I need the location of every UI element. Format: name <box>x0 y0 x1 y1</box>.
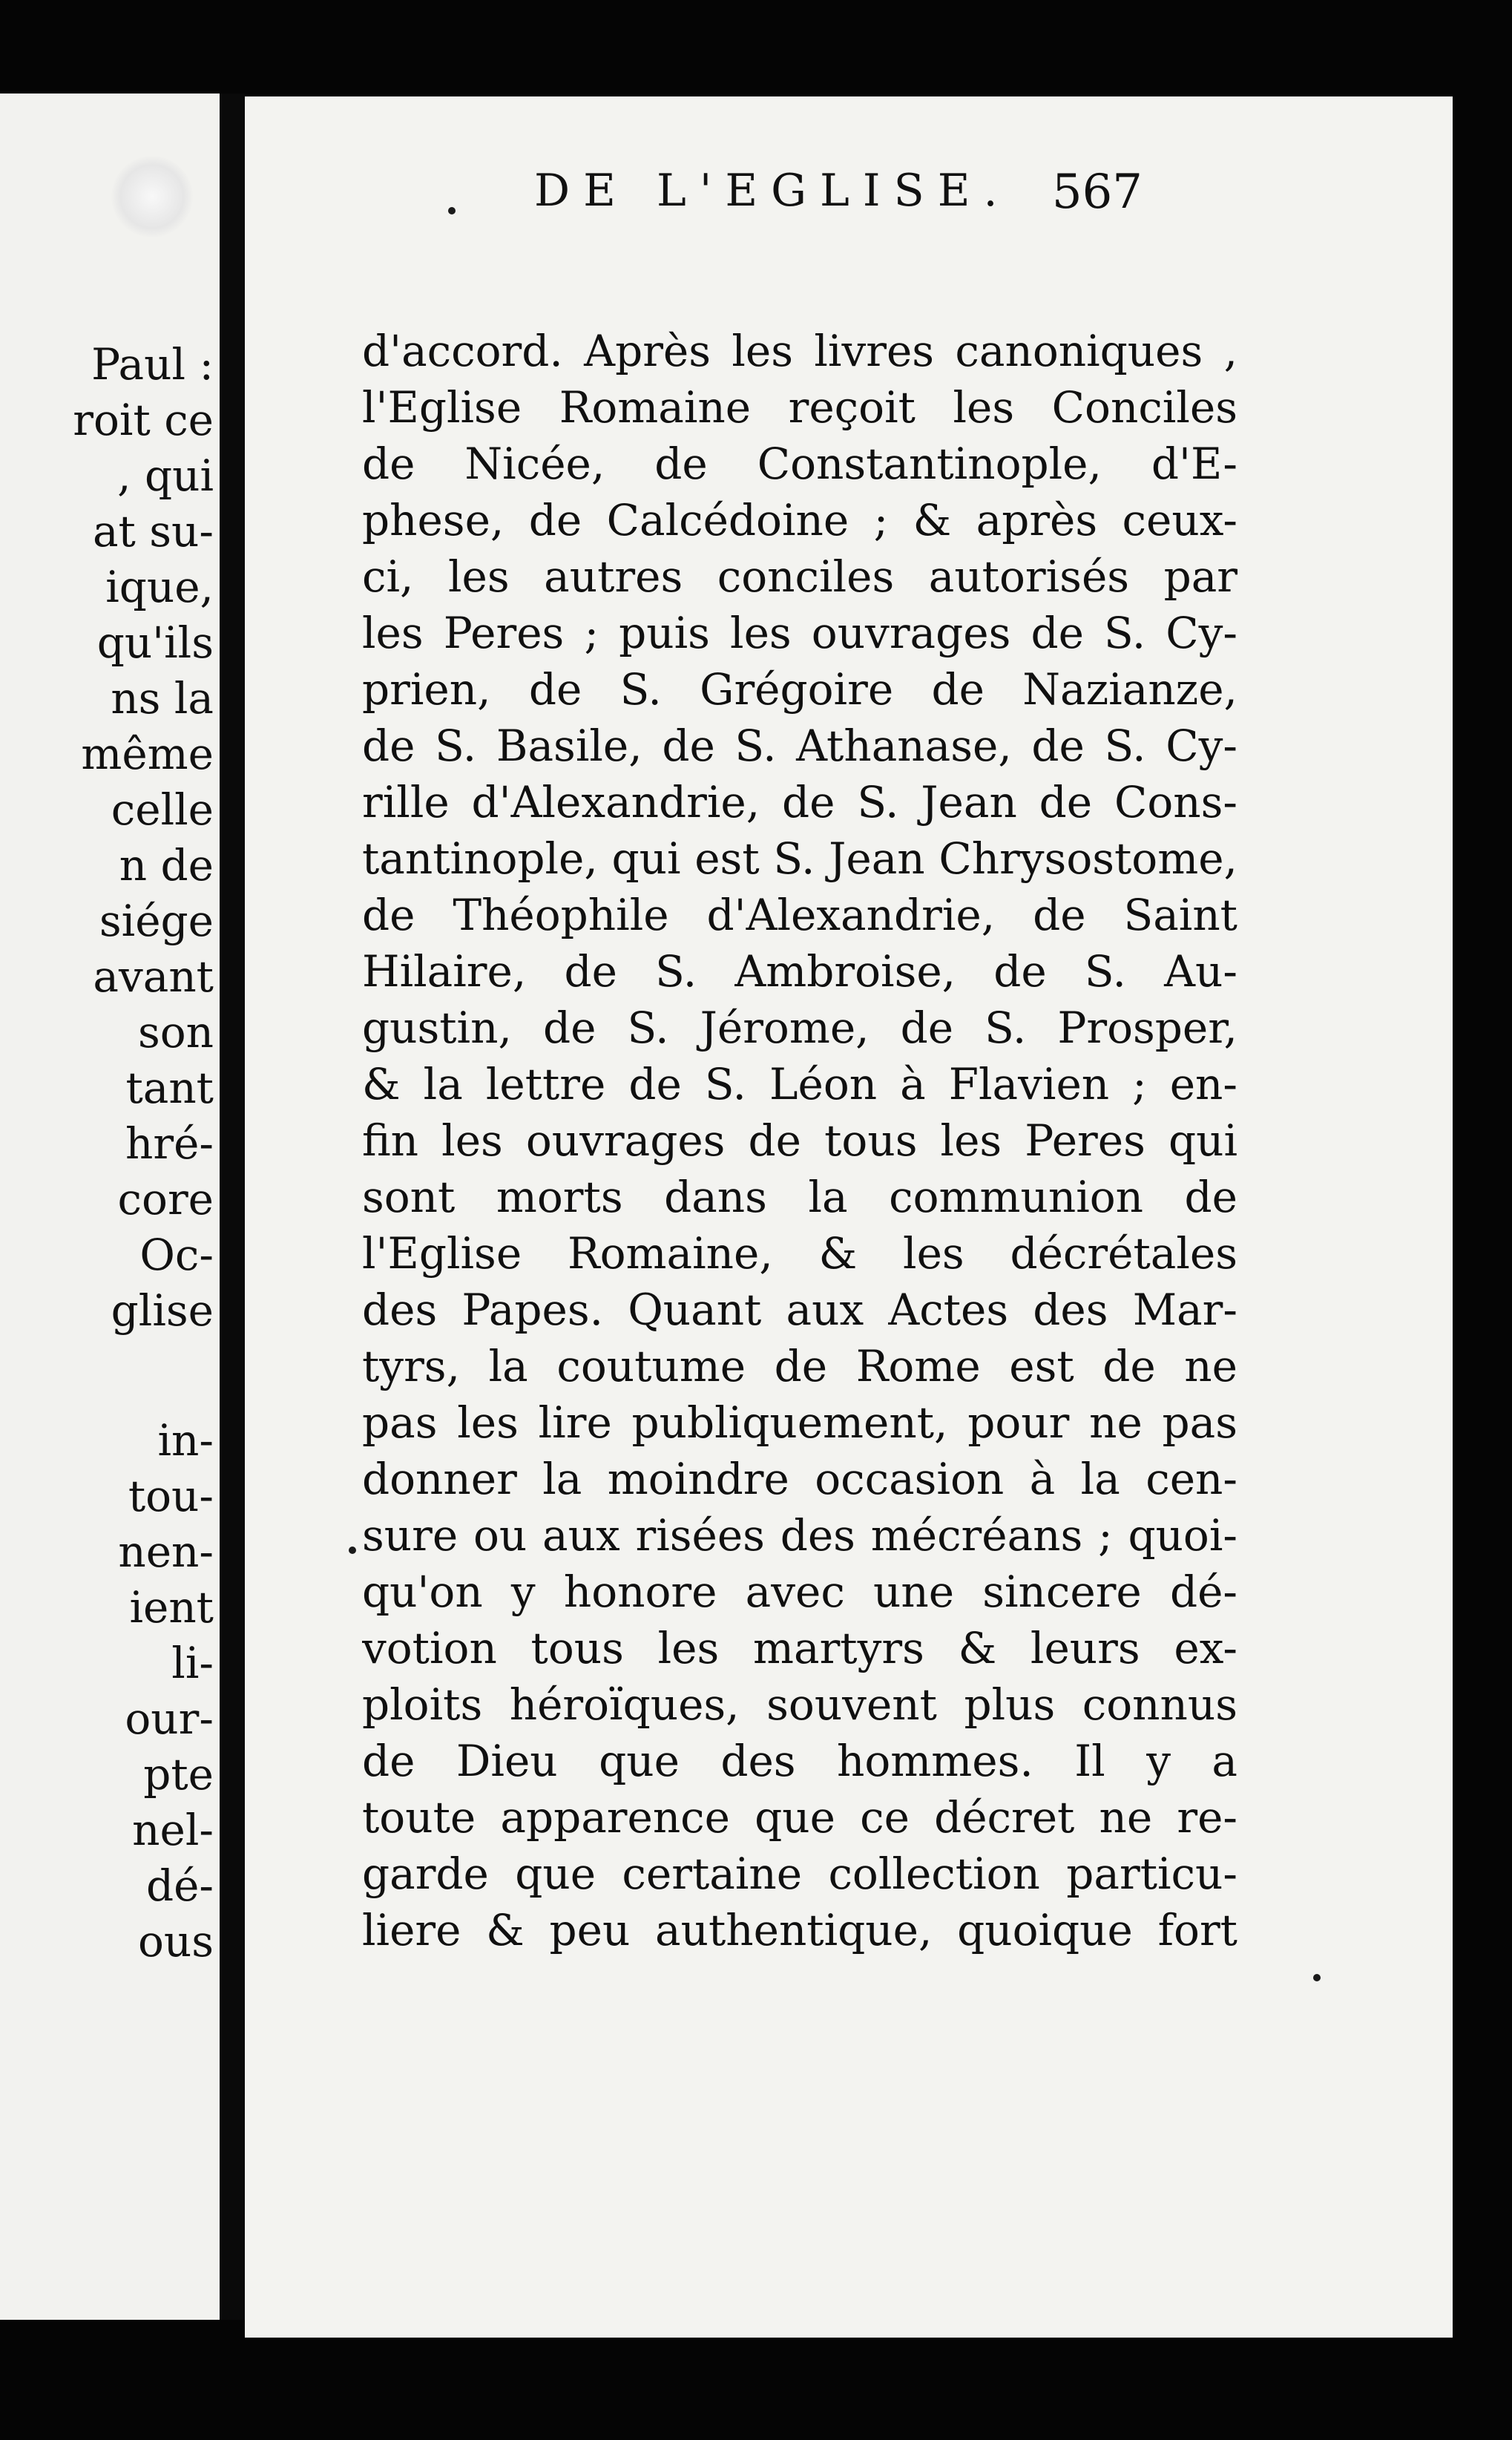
book-gutter <box>220 94 245 2320</box>
ink-speck <box>349 1547 356 1554</box>
text-line: garde que certaine collection particu- <box>362 1849 1237 1899</box>
left-fragment-line: pte <box>143 1749 214 1800</box>
text-line: votion tous les martyrs & leurs ex- <box>362 1623 1237 1673</box>
left-fragment-line: glise <box>111 1285 214 1336</box>
text-line: Hilaire, de S. Ambroise, de S. Au- <box>362 946 1237 997</box>
text-line: de Nicée, de Constantinople, d'E- <box>362 439 1237 489</box>
left-fragment-line: roit ce <box>73 395 214 445</box>
text-line: l'Eglise Romaine reçoit les Conciles <box>362 382 1237 433</box>
page-number: 567 <box>1051 165 1143 220</box>
text-line: ploits héroïques, souvent plus connus <box>362 1679 1237 1730</box>
text-line: qu'on y honore avec une sincere dé- <box>362 1567 1237 1617</box>
text-line: donner la moindre occasion à la cen- <box>362 1454 1237 1504</box>
left-fragment-line: our- <box>125 1693 214 1744</box>
left-fragment-line: Paul : <box>91 339 214 390</box>
left-fragment-line: siége <box>99 896 214 946</box>
left-fragment-line: avant <box>93 951 214 1002</box>
left-page <box>0 94 220 2320</box>
left-fragment-line: même <box>81 729 214 779</box>
text-line: des Papes. Quant aux Actes des Mar- <box>362 1285 1237 1335</box>
text-line: sure ou aux risées des mécréans ; quoi- <box>362 1510 1237 1561</box>
text-line: pas les lire publiquement, pour ne pas <box>362 1397 1237 1448</box>
text-line: de S. Basile, de S. Athanase, de S. Cy- <box>362 721 1237 771</box>
text-line: d'accord. Après les livres canoniques , <box>362 326 1237 376</box>
text-line: tyrs, la coutume de Rome est de ne <box>362 1341 1237 1391</box>
left-fragment-line: in- <box>157 1415 214 1466</box>
body-text <box>362 323 1237 1958</box>
left-fragment-line: hré- <box>125 1118 214 1169</box>
text-line: liere & peu authentique, quoique fort <box>362 1905 1237 1955</box>
left-fragment-line: Oc- <box>139 1230 214 1280</box>
ink-speck <box>1313 1974 1321 1981</box>
text-line: sont morts dans la communion de <box>362 1172 1237 1222</box>
text-line: rille d'Alexandrie, de S. Jean de Cons- <box>362 777 1237 827</box>
running-title: DE L'EGLISE. <box>534 165 1011 217</box>
text-line: ci, les autres conciles autorisés par <box>362 551 1237 602</box>
left-fragment-line: li- <box>171 1638 214 1688</box>
running-head <box>297 165 1157 224</box>
text-line: l'Eglise Romaine, & les décrétales <box>362 1228 1237 1279</box>
text-line: gustin, de S. Jérome, de S. Prosper, <box>362 1003 1237 1053</box>
text-line: fin les ouvrages de tous les Peres qui <box>362 1115 1237 1166</box>
text-line: phese, de Calcédoine ; & après ceux- <box>362 495 1237 545</box>
left-fragment-line: celle <box>111 784 214 835</box>
left-fragment-line: ique, <box>105 562 214 612</box>
text-line: prien, de S. Grégoire de Nazianze, <box>362 664 1237 715</box>
left-fragment-line: , qui <box>117 450 214 501</box>
text-line: & la lettre de S. Léon à Flavien ; en- <box>362 1059 1237 1109</box>
text-line: toute apparence que ce décret ne re- <box>362 1792 1237 1843</box>
left-fragment-line: n de <box>119 840 214 891</box>
left-fragment-line: tant <box>125 1063 214 1113</box>
left-fragment-line: ient <box>129 1582 214 1633</box>
left-fragment-line: tou- <box>128 1471 214 1521</box>
text-line: tantinople, qui est S. Jean Chrysostome, <box>362 833 1237 884</box>
left-fragment-line: core <box>117 1174 214 1224</box>
left-fragment-line: at su- <box>92 506 214 557</box>
left-fragment-line: qu'ils <box>96 617 214 668</box>
text-line: de Dieu que des hommes. Il y a <box>362 1736 1237 1786</box>
left-fragment-line: nel- <box>132 1805 214 1855</box>
text-line: de Théophile d'Alexandrie, de Saint <box>362 890 1237 940</box>
left-fragment-line: ous <box>137 1916 214 1967</box>
ink-speck <box>448 207 456 214</box>
text-line: les Peres ; puis les ouvrages de S. Cy- <box>362 608 1237 658</box>
paper-stain <box>111 156 193 237</box>
left-fragment-line: dé- <box>145 1860 214 1911</box>
left-fragment-line: son <box>137 1007 214 1057</box>
left-fragment-line: nen- <box>118 1526 214 1577</box>
left-fragment-line: ns la <box>111 673 214 724</box>
